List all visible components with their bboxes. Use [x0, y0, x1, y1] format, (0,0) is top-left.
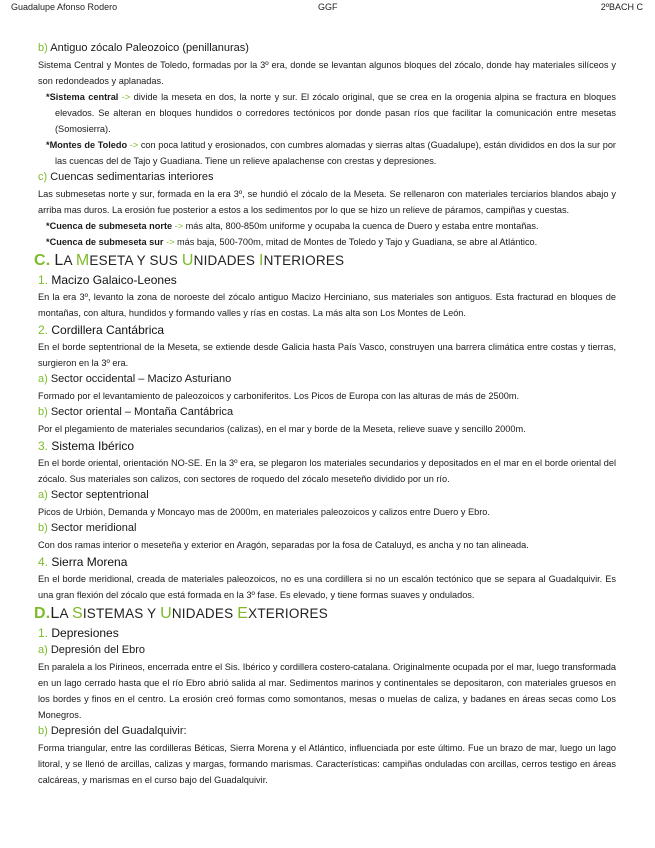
bullet-sistema-central: *Sistema central -> divide la meseta en dos, la norte y sur. El zócalo original, que se crea en la orogenia alpina se fractura en bloques elevados. Se alteran en bloques hundidos o corredores tectónicos por donde pasan ríos que facilitar la comunicación entre mesetas (Somosierra).	[46, 92, 617, 134]
paragraph-cordillera-cantabrica: En el borde septentrional de la Meseta, se extiende desde Galicia hasta País Vasco, construyen una barrera climática entre costas y tierras, surgieron en la 3º era.	[38, 342, 616, 368]
paragraph-sector-meridional: Con dos ramas interior o meseteña y exterior en Aragón, separadas por la fosa de Cataluyd, es ancha y no tan alineada.	[38, 540, 529, 550]
paragraph-zocalo-intro: Sistema Central y Montes de Toledo, formadas por la 3º era, donde se levantan algunos bloques del zócalo, donde hay materiales silíceos y son redondeados y aplanadas.	[38, 60, 616, 86]
paragraph-depresion-ebro: En paralela a los Pirineos, encerrada entre el Sis. Ibérico y cordillera costero-catalana. Originalmente ocupada por el mar, luego transformada en un lago cerrado hasta que el río Ebro abrió salida al mar. Sedimentos marinos y continentales se depositaron, con materiales gruesos en los bordes y finos en el centro. La erosión creó formas como somontanos, mesas o muelas de caliza, y badanes en áreas secas como Los Monegros.	[38, 662, 616, 720]
subheading-sector-meridional: b) Sector meridional	[38, 522, 137, 534]
paragraph-macizo-galaico: En la era 3º, levanto la zona de noroeste del zócalo antiguo Macizo Herciniano, sus materiales son antiguos. Esta fracturad en bloques de montañas, con altura, hundidos y formando valles y rías en costas. La más alta son Los Montes de León.	[38, 292, 616, 318]
paragraph-depresion-guadalquivir: Forma triangular, entre las cordilleras Béticas, Sierra Morena y el Atlántico, influenciada por este último. Fue un brazo de mar, luego un lago litoral, y se llenó de arcillas, calizas y margas, formando marismas. Características: campiñas onduladas con arcillas, cerros testigo en áreas calcáreas, y marismas en el curso bajo del Guadalquivir.	[38, 743, 616, 785]
document-body	[34, 40, 617, 788]
heading-cordillera-cantabrica: 2. Cordillera Cantábrica	[38, 323, 165, 337]
subheading-depresion-guadalquivir: b) Depresión del Guadalquivir:	[38, 725, 187, 737]
heading-sistema-iberico: 3. Sistema Ibérico	[38, 439, 135, 453]
section-heading-exteriores: D.LA SISTEMAS Y UNIDADES EXTERIORES	[34, 605, 328, 622]
section-heading-meseta: C. LA MESETA Y SUS UNIDADES INTERIORES	[34, 252, 345, 269]
bullet-submeseta-sur: *Cuenca de submeseta sur -> más baja, 500-700m, mitad de Montes de Toledo y Tajo y Guadiana, se abre al Atlántico.	[46, 237, 538, 247]
subheading-zocalo-paleozoico: b) Antiguo zócalo Paleozoico (penillanuras)	[38, 42, 249, 54]
header-author: Guadalupe Afonso Rodero	[11, 2, 118, 12]
paragraph-sector-septentrional: Picos de Urbión, Demanda y Moncayo mas de 2000m, en materiales paleozoicos y calizos entre Duero y Ebro.	[38, 507, 490, 517]
paragraph-sierra-morena: En el borde meridional, creada de materiales paleozoicos, no es una cordillera si no un escalón tectónico que se separa al Guadalquivir. Es una gran flexión del zócalo que está formada en la 3º fase. Es elevado, y tiene formas suaves y ondulados.	[38, 574, 616, 600]
paragraph-sector-oriental: Por el plegamiento de materiales secundarios (calizas), en el mar y borde de la Meseta, relieve suave y sencillo 2000m.	[38, 424, 526, 434]
subheading-sector-septentrional: a) Sector septentrional	[38, 489, 149, 501]
heading-macizo-galaico: 1. Macizo Galaico-Leones	[38, 273, 177, 287]
bullet-montes-toledo: *Montes de Toledo -> con poca latitud y erosionados, con cumbres alomadas y sierras altas (Guadalupe), están divididos en dos la sur por las cuencas del de Tajo y Guadiana. Tiene un relieve apalachense con crestas y depresiones.	[46, 140, 616, 166]
subheading-sector-occidental: a) Sector occidental – Macizo Asturiano	[38, 373, 232, 385]
subheading-depresion-ebro: a) Depresión del Ebro	[38, 644, 146, 656]
header-subject: GGF	[318, 2, 338, 12]
paragraph-sector-occidental: Formado por el levantamiento de paleozoicos y carboniferitos. Los Picos de Europa con las alturas de más de 2500m.	[38, 391, 520, 401]
subheading-cuencas-sedimentarias: c) Cuencas sedimentarias interiores	[38, 171, 214, 183]
heading-depresiones: 1. Depresiones	[38, 626, 119, 640]
heading-sierra-morena: 4. Sierra Morena	[38, 555, 128, 569]
paragraph-sistema-iberico: En el borde oriental, orientación NO-SE. En la 3º era, se plegaron los materiales secundarios y depositados en el mar en el borde oriental del zócalo. Sus materiales son calizos, con sectores de roquedo del zócalo meseteño dividido por un río.	[38, 458, 616, 484]
header-course: 2ºBACH C	[600, 2, 643, 12]
paragraph-cuencas-intro: Las submesetas norte y sur, formada en la era 3º, se hundió el zócalo de la Meseta. Se rellenaron con materiales terciarios blandos abajo y arriba mas duros. La erosión fue posterior a estos a los sedimentos por lo que se hizo un relieve de páramos, campiñas y cuestas.	[38, 189, 616, 215]
subheading-sector-oriental: b) Sector oriental – Montaña Cantábrica	[38, 406, 234, 418]
bullet-submeseta-norte: *Cuenca de submeseta norte -> más alta, 800-850m uniforme y ocupaba la cuenca de Duero y estaba entre montañas.	[46, 221, 539, 231]
